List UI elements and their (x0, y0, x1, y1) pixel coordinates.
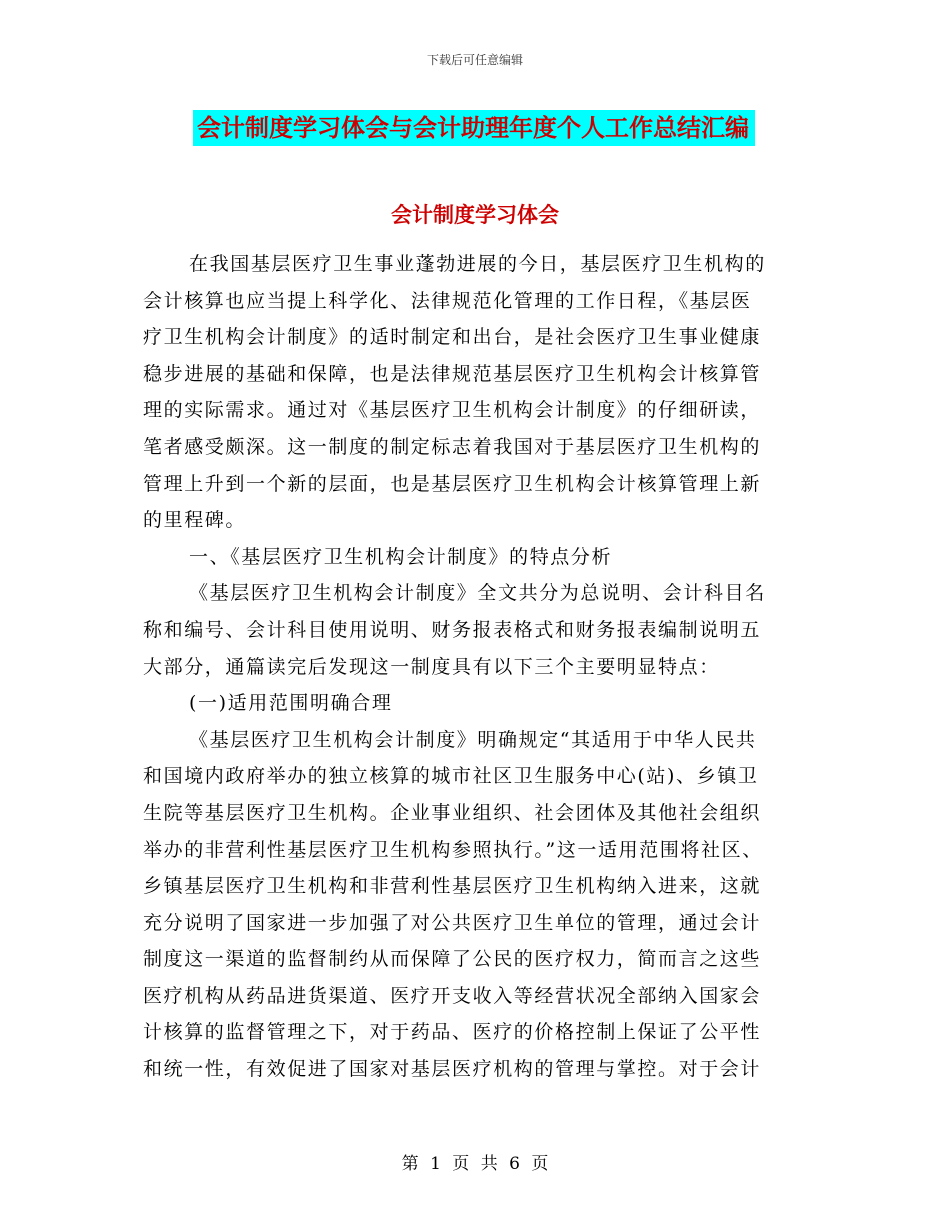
text-line: 制度这一渠道的监督制约从而保障了公民的医疗权力，简而言之这些 (143, 948, 762, 971)
text-line: 生院等基层医疗卫生机构。企业事业组织、社会团体及其他社会组织 (143, 801, 762, 824)
text-line: 笔者感受颇深。这一制度的制定标志着我国对于基层医疗卫生机构的 (143, 435, 762, 458)
text-line: 充分说明了国家进一步加强了对公共医疗卫生单位的管理，通过会计 (143, 911, 762, 934)
text-line: 在我国基层医疗卫生事业蓬勃进展的今日，基层医疗卫生机构的 (189, 253, 766, 275)
text-line: 大部分，通篇读完后发现这一制度具有以下三个主要明显特点： (143, 655, 720, 678)
text-line: 和国境内政府举办的独立核算的城市社区卫生服务中心(站)、乡镇卫 (143, 765, 759, 788)
text-line: 疗卫生机构会计制度》的适时制定和出台，是社会医疗卫生事业健康 (143, 326, 762, 349)
page-header-note: 下载后可任意编辑 (426, 53, 523, 67)
text-line: 管理上升到一个新的层面，也是基层医疗卫生机构会计核算管理上新 (143, 472, 762, 495)
text-line: 理的实际需求。通过对《基层医疗卫生机构会计制度》的仔细研读， (143, 399, 762, 422)
text-line: 稳步进展的基础和保障，也是法律规范基层医疗卫生机构会计核算管 (143, 362, 762, 385)
text-line: 和统一性，有效促进了国家对基层医疗机构的管理与掌控。对于会计 (143, 1058, 762, 1081)
text-line: 会计核算也应当提上科学化、法律规范化管理的工作日程，《基层医 (143, 289, 752, 312)
text-line: 医疗机构从药品进货渠道、医疗开支收入等经营状况全部纳入国家会 (143, 984, 762, 1007)
text-line: 的里程碑。 (143, 509, 247, 532)
page-number-footer: 第 1 页 共 6 页 (401, 1154, 549, 1174)
text-line: 称和编号、会计科目使用说明、财务报表格式和财务报表编制说明五 (143, 618, 762, 641)
text-line-heading: 一、《基层医疗卫生机构会计制度》的特点分析 (189, 545, 613, 568)
text-line-subheading: (一)适用范围明确合理 (189, 692, 393, 715)
text-line: 计核算的监督管理之下，对于药品、医疗的价格控制上保证了公平性 (143, 1021, 762, 1044)
document-title: 会计制度学习体会与会计助理年度个人工作总结汇编 (193, 110, 755, 146)
text-line: 《基层医疗卫生机构会计制度》明确规定“其适用于中华人民共 (189, 728, 757, 751)
section-title: 会计制度学习体会 (391, 202, 559, 227)
text-line: 乡镇基层医疗卫生机构和非营利性基层医疗卫生机构纳入进来，这就 (143, 875, 762, 898)
body-text (143, 246, 803, 1088)
text-line: 举办的非营利性基层医疗卫生机构参照执行。”这一适用范围将社区、 (143, 838, 763, 861)
text-line: 《基层医疗卫生机构会计制度》全文共分为总说明、会计科目名 (189, 582, 766, 605)
